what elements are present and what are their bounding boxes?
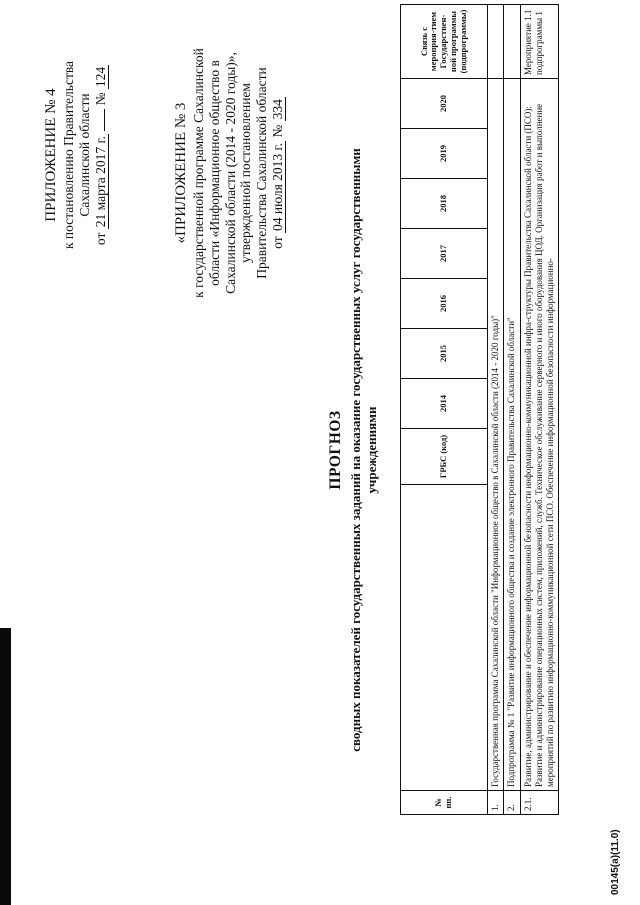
header-year-2017: 2017 — [401, 229, 488, 279]
header-year-2015: 2015 — [401, 329, 488, 379]
indicators-table — [400, 4, 559, 815]
appendix-3-no: № — [270, 124, 286, 138]
appendix-3-from: от — [270, 236, 286, 249]
appendix-4-line1: к постановлению Правительства — [60, 60, 76, 250]
appendix-3-line3: Сахалинской области (2014 - 2020 годы)», — [222, 52, 238, 294]
row-1-num: 1. — [488, 791, 504, 815]
header-year-2019: 2019 — [401, 129, 488, 179]
row-3-num: 2.1. — [520, 791, 559, 815]
row-3-text: Развитие, администрирование и обеспечение информационной безопасности информационно-коммуникационной инфра-структуры Правительства Сахалинской области (ПСО): Развитие и администрирование операционных систем, приложений, служб. Техническое обслуживание серверного и иного оборудования ЦОД. Организация работ и выполнение мероприятий по развитию информационно-коммуникационной сети ПСО. Обеспечение информационной безопасности информационно- — [520, 79, 559, 791]
appendix-4-number: 124 — [92, 66, 108, 88]
appendix-4-date-line — [93, 55, 109, 255]
appendix-4-date-gap — [104, 109, 105, 131]
appendix-3-block — [173, 23, 286, 323]
table-row — [504, 5, 520, 815]
document-code: 00145(a)(11.0) — [610, 829, 621, 895]
document-subtitle: сводных показателей государственных заданий на оказание государственных услуг государственными учреждениями — [348, 148, 379, 752]
row-3-link: Мероприятие 1.1 подпрограммы 1 — [520, 5, 559, 79]
appendix-4-date: 21 марта 2017 г. — [92, 136, 108, 228]
table-header-row — [401, 5, 488, 815]
appendix-3-title: «ПРИЛОЖЕНИЕ № 3 — [173, 102, 189, 244]
appendix-3-line5: Правительства Сахалинской области — [254, 67, 270, 279]
header-year-2016: 2016 — [401, 279, 488, 329]
header-year-2020: 2020 — [401, 79, 488, 129]
row-1-text: Государственная программа Сахалинской области "Информационное общество в Сахалинской области (2014 - 2020 годы)" — [488, 79, 504, 791]
appendix-3-date-line — [270, 23, 286, 323]
header-year-2018: 2018 — [401, 179, 488, 229]
appendix-4-block — [43, 55, 109, 255]
table-row — [520, 5, 559, 815]
appendix-3-date: 04 июля 2013 г. — [270, 143, 286, 231]
header-num: № пп. — [401, 791, 488, 815]
document-title: ПРОГНОЗ — [327, 410, 344, 490]
row-2-link — [504, 5, 520, 79]
header-link: Связь с мероприя-тием Государствен-ной программы (подпрограммы) — [401, 5, 488, 79]
rotated-document-page — [5, 5, 635, 895]
header-grbs: ГРБС (код) — [401, 429, 488, 485]
appendix-4-from: от — [92, 232, 108, 246]
appendix-3-number: 334 — [270, 99, 286, 120]
appendix-4-line2: Сахалинской области — [76, 93, 92, 217]
header-year-2014: 2014 — [401, 379, 488, 429]
appendix-3-line1: к государственной программе Сахалинской — [190, 48, 206, 298]
appendix-3-line2: области «Информационное общество в — [206, 60, 222, 286]
appendix-3-line4: утвержденной постановлением — [238, 83, 254, 263]
row-2-text: Подпрограмма № 1 "Развитие информационного общества и создание электронного Правительства Сахалинской области" — [504, 79, 520, 791]
row-2-num: 2. — [504, 791, 520, 815]
table-row — [488, 5, 504, 815]
appendix-4-title: ПРИЛОЖЕНИЕ № 4 — [43, 88, 59, 222]
header-name — [401, 485, 488, 791]
appendix-4-no: № — [92, 92, 108, 106]
row-1-link — [488, 5, 504, 79]
